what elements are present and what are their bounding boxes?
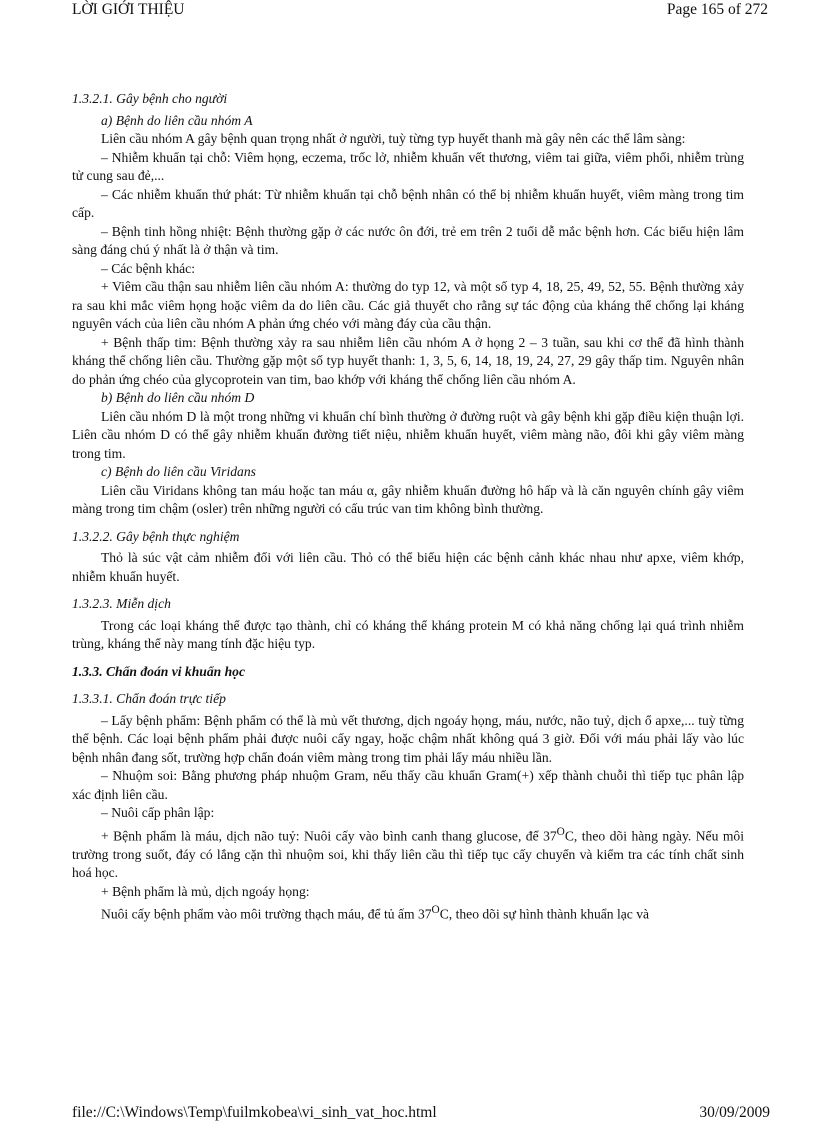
text-run: C, theo dõi sự hình thành khuẩn lạc và [439, 906, 650, 922]
subheading-viridans: c) Bệnh do liên cầu Viridans [101, 464, 256, 479]
paragraph: + Bệnh phẩm là mủ, dịch ngoáy họng: [101, 883, 310, 899]
document-body [72, 90, 744, 924]
superscript: O [556, 825, 565, 838]
text-run: + Bệnh phẩm là máu, dịch não tuỷ: Nuôi cấy vào bình canh thang glucose, để 37 [101, 828, 557, 844]
paragraph: – Lấy bệnh phẩm: Bệnh phẩm có thể là mủ vết thương, dịch ngoáy họng, máu, nước, não tuỷ, dịch ổ apxe,... tuỳ từng thể bệnh. Các loại bệnh phẩm phải được nuôi cấy ngay, hoặc chậm nhất không quá 3 giờ. Đối với máu phải lấy vào lúc bệnh nhân đang sốt, trường hợp chẩn đoán viêm màng trong tim phải lấy máu nhiều lần. [72, 712, 744, 765]
section-heading-1-3-3-1: 1.3.3.1. Chẩn đoán trực tiếp [72, 691, 226, 706]
subheading-group-d: b) Bệnh do liên cầu nhóm D [101, 390, 255, 405]
text-run: Nuôi cấy bệnh phẩm vào môi trường thạch máu, để tủ ấm 37 [101, 906, 432, 922]
paragraph: – Các nhiễm khuẩn thứ phát: Từ nhiễm khuẩn tại chỗ bệnh nhân có thể bị nhiễm khuẩn huyết, viêm màng trong tim cấp. [72, 186, 744, 220]
section-heading-1-3-2-1: 1.3.2.1. Gây bệnh cho người [72, 91, 228, 106]
paragraph [72, 901, 744, 924]
paragraph: – Nhiễm khuẩn tại chỗ: Viêm họng, eczema, trốc lở, nhiễm khuẩn vết thương, viêm tai giữa, viêm phổi, nhiễm trùng tử cung sau đẻ,... [72, 149, 744, 183]
paragraph: + Viêm cầu thận sau nhiễm liên cầu nhóm A: thường do typ 12, và một số typ 4, 18, 25, 49, 52, 55. Bệnh thường xảy ra sau khi mắc viêm họng hoặc viêm da do liên cầu. Các giả thuyết cho rằng sự tác động của kháng thể chống lại kháng nguyên vách của liên cầu nhóm A phản ứng chéo với màng đáy của cầu thận. [72, 279, 744, 331]
paragraph: – Bệnh tinh hồng nhiệt: Bệnh thường gặp ở các nước ôn đới, trẻ em trên 2 tuổi dễ mắc bệnh hơn. Các biểu hiện lâm sàng đáng chú ý nhất là ở thận và tim. [72, 223, 744, 257]
paragraph: – Nhuộm soi: Bằng phương pháp nhuộm Gram, nếu thấy cầu khuẩn Gram(+) xếp thành chuỗi thì tiếp tục phân lập xác định liên cầu. [72, 768, 744, 802]
page-number: Page 165 of 272 [666, 1, 768, 18]
text-run: C, theo dõi hàng ngày. Nếu môi trường trong suốt, đáy có lắng cặn thì nhuộm soi, khi thấy liên cầu thì tiếp tục cấy chuyển và kiểm tra các tính chất sinh hoá học. [72, 828, 744, 881]
print-date: 30/09/2009 [699, 1104, 770, 1121]
paragraph: – Nuôi cấp phân lập: [101, 805, 215, 820]
file-path: file://C:\Windows\Temp\fuilmkobea\vi_sinh_vat_hoc.html [72, 1104, 437, 1121]
superscript: O [431, 904, 440, 917]
paragraph: Liên cầu nhóm D là một trong những vi khuẩn chí bình thường ở đường ruột và gây bệnh khi gặp điều kiện thuận lợi. Liên cầu nhóm D có thể gây nhiễm khuẩn đường tiết niệu, nhiễm khuẩn huyết, viêm màng não, đôi khi gây viêm màng trong tim. [72, 408, 744, 461]
paragraph [72, 823, 744, 883]
paragraph: + Bệnh thấp tim: Bệnh thường xảy ra sau nhiễm liên cầu nhóm A ở họng 2 – 3 tuần, sau khi cơ thể đã hình thành kháng thể chống liên cầu. Thường gặp một số typ huyết thanh: 1, 3, 5, 6, 14, 18, 19, 24, 27, 29 gây thấp tim. Nguyên nhân do phản ứng chéo của glycoprotein van tim, bao khớp với kháng thể chống liên cầu nhóm A. [72, 334, 744, 387]
section-heading-1-3-2-2: 1.3.2.2. Gây bệnh thực nghiệm [72, 528, 240, 544]
paragraph: Liên cầu nhóm A gây bệnh quan trọng nhất ở người, tuỳ từng typ huyết thanh mà gây nên các thể lâm sàng: [101, 131, 686, 146]
paragraph: Trong các loại kháng thể được tạo thành, chỉ có kháng thể kháng protein M có khả năng chống lại quá trình nhiễm trùng, kháng thể này mang tính đặc hiệu typ. [72, 617, 744, 651]
paragraph: Liên cầu Viridans không tan máu hoặc tan máu α, gây nhiễm khuẩn đường hô hấp và là căn nguyên chính gây viêm màng trong tim chậm (osler) trên những người có cấu trúc van tim không bình thường. [72, 482, 744, 516]
section-heading-1-3-3: 1.3.3. Chẩn đoán vi khuẩn học [72, 663, 245, 679]
paragraph: Thỏ là súc vật cảm nhiễm đối với liên cầu. Thỏ có thể biểu hiện các bệnh cảnh khác nhau như apxe, viêm khớp, nhiễm khuẩn huyết. [72, 550, 744, 584]
section-heading-1-3-2-3: 1.3.2.3. Miễn dịch [72, 596, 171, 611]
subheading-group-a: a) Bệnh do liên cầu nhóm A [101, 112, 253, 128]
paragraph: – Các bệnh khác: [101, 260, 195, 276]
header-title: LỜI GIỚI THIỆU [72, 1, 185, 18]
